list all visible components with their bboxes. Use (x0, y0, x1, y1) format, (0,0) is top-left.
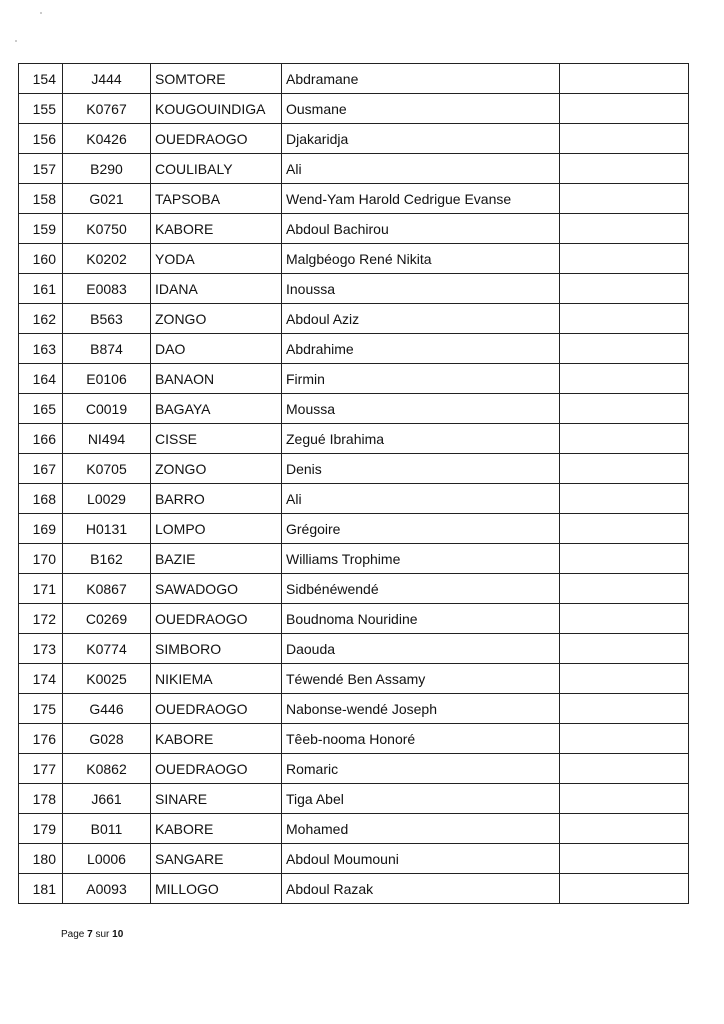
code-cell: G028 (63, 724, 151, 754)
footer-current-page: 7 (87, 929, 93, 940)
row-number-cell: 162 (19, 304, 63, 334)
first-name-cell: Daouda (282, 634, 560, 664)
table-row (19, 334, 689, 364)
table-row (19, 484, 689, 514)
extra-cell (560, 64, 689, 94)
last-name-cell: CISSE (151, 424, 282, 454)
last-name-cell: OUEDRAOGO (151, 604, 282, 634)
last-name-cell: MILLOGO (151, 874, 282, 904)
code-cell: NI494 (63, 424, 151, 454)
first-name-cell: Mohamed (282, 814, 560, 844)
row-number-cell: 164 (19, 364, 63, 394)
first-name-cell: Firmin (282, 364, 560, 394)
table-row (19, 664, 689, 694)
scan-speck (40, 12, 42, 14)
extra-cell (560, 874, 689, 904)
code-cell: B162 (63, 544, 151, 574)
code-cell: K0025 (63, 664, 151, 694)
row-number-cell: 178 (19, 784, 63, 814)
extra-cell (560, 634, 689, 664)
extra-cell (560, 364, 689, 394)
row-number-cell: 155 (19, 94, 63, 124)
code-cell: G021 (63, 184, 151, 214)
last-name-cell: COULIBALY (151, 154, 282, 184)
first-name-cell: Boudnoma Nouridine (282, 604, 560, 634)
code-cell: H0131 (63, 514, 151, 544)
row-number-cell: 180 (19, 844, 63, 874)
code-cell: B563 (63, 304, 151, 334)
last-name-cell: LOMPO (151, 514, 282, 544)
extra-cell (560, 244, 689, 274)
code-cell: K0426 (63, 124, 151, 154)
last-name-cell: BANAON (151, 364, 282, 394)
last-name-cell: BARRO (151, 484, 282, 514)
table-row (19, 244, 689, 274)
first-name-cell: Moussa (282, 394, 560, 424)
code-cell: B290 (63, 154, 151, 184)
first-name-cell: Abdoul Aziz (282, 304, 560, 334)
last-name-cell: BAGAYA (151, 394, 282, 424)
extra-cell (560, 604, 689, 634)
first-name-cell: Ousmane (282, 94, 560, 124)
code-cell: E0106 (63, 364, 151, 394)
row-number-cell: 168 (19, 484, 63, 514)
extra-cell (560, 664, 689, 694)
row-number-cell: 166 (19, 424, 63, 454)
table-row (19, 814, 689, 844)
row-number-cell: 181 (19, 874, 63, 904)
row-number-cell: 172 (19, 604, 63, 634)
roster-table (18, 63, 689, 904)
row-number-cell: 171 (19, 574, 63, 604)
extra-cell (560, 454, 689, 484)
extra-cell (560, 214, 689, 244)
last-name-cell: KABORE (151, 724, 282, 754)
last-name-cell: IDANA (151, 274, 282, 304)
row-number-cell: 154 (19, 64, 63, 94)
table-row (19, 214, 689, 244)
first-name-cell: Romaric (282, 754, 560, 784)
extra-cell (560, 814, 689, 844)
code-cell: L0029 (63, 484, 151, 514)
first-name-cell: Têeb-nooma Honoré (282, 724, 560, 754)
table-row (19, 604, 689, 634)
table-row (19, 574, 689, 604)
extra-cell (560, 844, 689, 874)
extra-cell (560, 274, 689, 304)
row-number-cell: 176 (19, 724, 63, 754)
row-number-cell: 167 (19, 454, 63, 484)
table-row (19, 184, 689, 214)
first-name-cell: Ali (282, 154, 560, 184)
last-name-cell: ZONGO (151, 304, 282, 334)
code-cell: K0202 (63, 244, 151, 274)
extra-cell (560, 94, 689, 124)
first-name-cell: Grégoire (282, 514, 560, 544)
table-row (19, 364, 689, 394)
first-name-cell: Sidbénéwendé (282, 574, 560, 604)
first-name-cell: Williams Trophime (282, 544, 560, 574)
code-cell: K0774 (63, 634, 151, 664)
extra-cell (560, 754, 689, 784)
last-name-cell: OUEDRAOGO (151, 694, 282, 724)
row-number-cell: 179 (19, 814, 63, 844)
first-name-cell: Zegué Ibrahima (282, 424, 560, 454)
code-cell: L0006 (63, 844, 151, 874)
first-name-cell: Nabonse-wendé Joseph (282, 694, 560, 724)
code-cell: C0269 (63, 604, 151, 634)
extra-cell (560, 694, 689, 724)
first-name-cell: Abdoul Bachirou (282, 214, 560, 244)
row-number-cell: 170 (19, 544, 63, 574)
table-row (19, 94, 689, 124)
code-cell: K0862 (63, 754, 151, 784)
extra-cell (560, 154, 689, 184)
extra-cell (560, 124, 689, 154)
table-row (19, 64, 689, 94)
first-name-cell: Ali (282, 484, 560, 514)
first-name-cell: Wend-Yam Harold Cedrigue Evanse (282, 184, 560, 214)
scan-speck (15, 40, 17, 42)
extra-cell (560, 394, 689, 424)
code-cell: K0705 (63, 454, 151, 484)
last-name-cell: OUEDRAOGO (151, 124, 282, 154)
roster-body (19, 64, 689, 904)
row-number-cell: 169 (19, 514, 63, 544)
code-cell: B874 (63, 334, 151, 364)
last-name-cell: NIKIEMA (151, 664, 282, 694)
row-number-cell: 156 (19, 124, 63, 154)
first-name-cell: Abdramane (282, 64, 560, 94)
table-row (19, 274, 689, 304)
first-name-cell: Abdoul Razak (282, 874, 560, 904)
table-row (19, 874, 689, 904)
first-name-cell: Abdrahime (282, 334, 560, 364)
row-number-cell: 173 (19, 634, 63, 664)
row-number-cell: 158 (19, 184, 63, 214)
footer-middle: sur (92, 929, 113, 940)
page-footer (61, 929, 123, 940)
last-name-cell: SINARE (151, 784, 282, 814)
extra-cell (560, 424, 689, 454)
first-name-cell: Djakaridja (282, 124, 560, 154)
extra-cell (560, 304, 689, 334)
table-row (19, 844, 689, 874)
extra-cell (560, 514, 689, 544)
extra-cell (560, 724, 689, 754)
table-row (19, 544, 689, 574)
last-name-cell: SIMBORO (151, 634, 282, 664)
last-name-cell: SOMTORE (151, 64, 282, 94)
row-number-cell: 160 (19, 244, 63, 274)
code-cell: K0750 (63, 214, 151, 244)
extra-cell (560, 784, 689, 814)
first-name-cell: Téwendé Ben Assamy (282, 664, 560, 694)
first-name-cell: Abdoul Moumouni (282, 844, 560, 874)
row-number-cell: 177 (19, 754, 63, 784)
last-name-cell: YODA (151, 244, 282, 274)
last-name-cell: BAZIE (151, 544, 282, 574)
first-name-cell: Inoussa (282, 274, 560, 304)
code-cell: E0083 (63, 274, 151, 304)
footer-prefix: Page (61, 929, 88, 940)
table-row (19, 634, 689, 664)
last-name-cell: KOUGOUINDIGA (151, 94, 282, 124)
table-row (19, 424, 689, 454)
extra-cell (560, 184, 689, 214)
code-cell: J661 (63, 784, 151, 814)
code-cell: B011 (63, 814, 151, 844)
last-name-cell: TAPSOBA (151, 184, 282, 214)
row-number-cell: 175 (19, 694, 63, 724)
table-row (19, 724, 689, 754)
last-name-cell: ZONGO (151, 454, 282, 484)
table-row (19, 124, 689, 154)
extra-cell (560, 334, 689, 364)
table-row (19, 394, 689, 424)
code-cell: K0867 (63, 574, 151, 604)
table-row (19, 754, 689, 784)
code-cell: J444 (63, 64, 151, 94)
extra-cell (560, 484, 689, 514)
last-name-cell: SAWADOGO (151, 574, 282, 604)
table-row (19, 154, 689, 184)
row-number-cell: 157 (19, 154, 63, 184)
row-number-cell: 174 (19, 664, 63, 694)
row-number-cell: 165 (19, 394, 63, 424)
code-cell: K0767 (63, 94, 151, 124)
footer-total-pages: 10 (112, 929, 124, 940)
row-number-cell: 159 (19, 214, 63, 244)
table-row (19, 784, 689, 814)
last-name-cell: KABORE (151, 814, 282, 844)
row-number-cell: 163 (19, 334, 63, 364)
last-name-cell: SANGARE (151, 844, 282, 874)
table-row (19, 694, 689, 724)
table-row (19, 514, 689, 544)
first-name-cell: Denis (282, 454, 560, 484)
first-name-cell: Malgbéogo René Nikita (282, 244, 560, 274)
extra-cell (560, 544, 689, 574)
table-row (19, 304, 689, 334)
code-cell: G446 (63, 694, 151, 724)
last-name-cell: DAO (151, 334, 282, 364)
row-number-cell: 161 (19, 274, 63, 304)
table-row (19, 454, 689, 484)
last-name-cell: KABORE (151, 214, 282, 244)
first-name-cell: Tiga Abel (282, 784, 560, 814)
code-cell: C0019 (63, 394, 151, 424)
extra-cell (560, 574, 689, 604)
last-name-cell: OUEDRAOGO (151, 754, 282, 784)
code-cell: A0093 (63, 874, 151, 904)
